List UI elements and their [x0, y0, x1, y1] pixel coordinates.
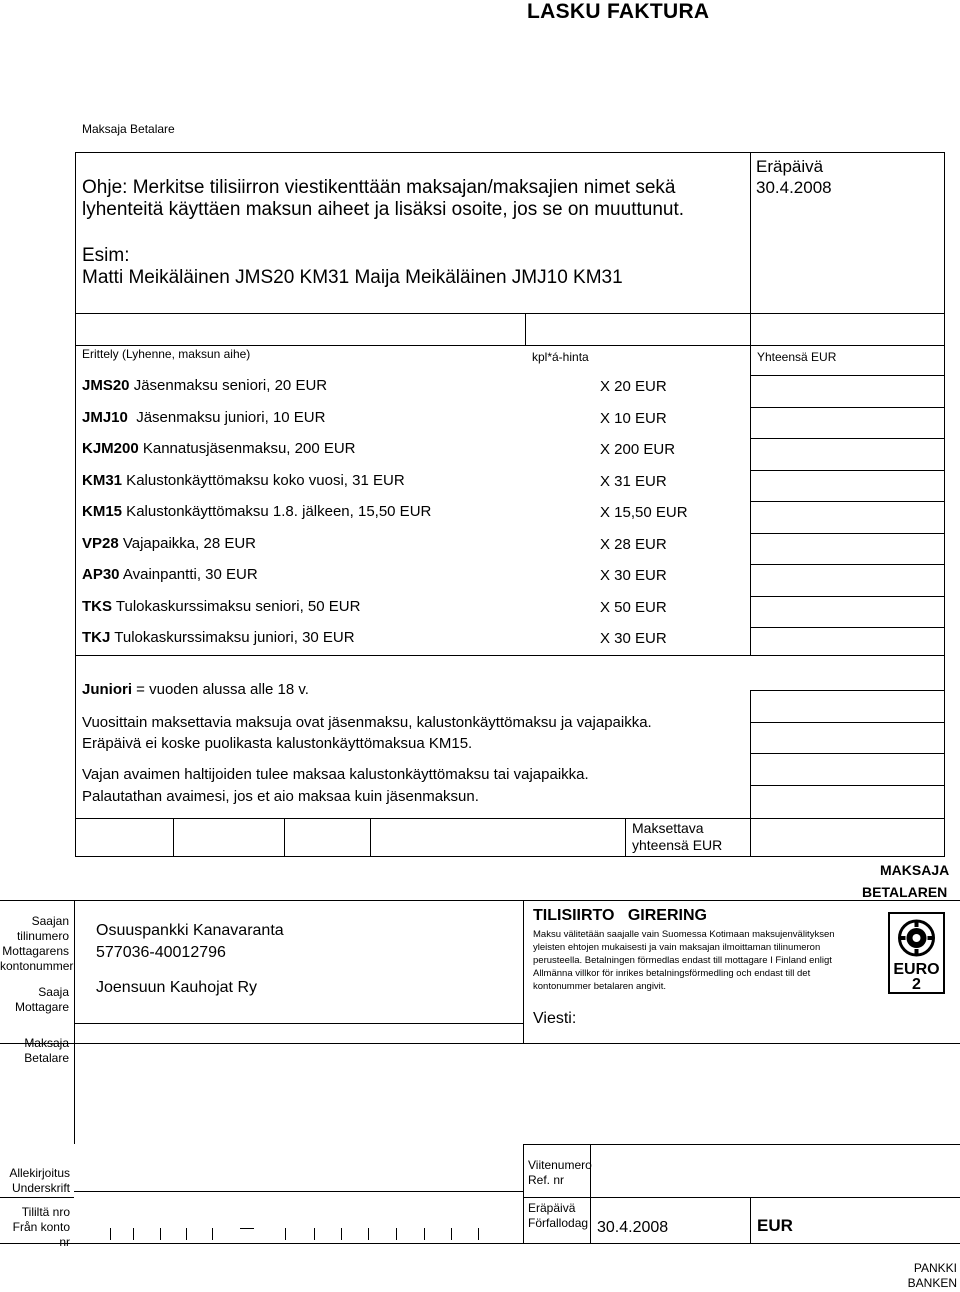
- row-code: JMS20: [82, 377, 130, 394]
- row-code: TKJ: [82, 629, 111, 646]
- row-quantity-price: X 30 EUR: [600, 567, 667, 584]
- slip-due-date: 30.4.2008: [597, 1219, 669, 1236]
- column-header-unit-price: kpl*á-hinta: [532, 350, 589, 364]
- note-1: Vuosittain maksettavia maksuja ovat jäsenmaksu, kalustonkäyttömaksu ja vajapaikka.: [82, 714, 652, 731]
- column-header-specification: Erittely (Lyhenne, maksun aihe): [82, 347, 251, 361]
- payer-slip-label: Maksaja Betalare: [24, 1036, 69, 1065]
- table-row: [82, 377, 327, 394]
- row-quantity-price: X 20 EUR: [600, 378, 667, 395]
- bank-name: Osuuspankki Kanavaranta: [96, 922, 284, 939]
- total-label-2: yhteensä EUR: [632, 837, 723, 853]
- document-title: LASKU FAKTURA: [527, 0, 710, 23]
- row-description: Vajapaikka, 28 EUR: [118, 535, 256, 552]
- row-description: Tulokaskurssimaksu juniori, 30 EUR: [110, 629, 355, 646]
- note-4: Palautathan avaimesi, jos et aio maksaa kuin jäsenmaksun.: [82, 788, 479, 805]
- table-row: [82, 629, 355, 646]
- row-code: AP30: [82, 566, 120, 583]
- row-quantity-price: X 15,50 EUR: [600, 504, 688, 521]
- recipient-account-label: Saajan tilinumero Mottagarens kontonummer: [0, 914, 74, 973]
- row-quantity-price: X 50 EUR: [600, 599, 667, 616]
- table-row: [82, 566, 258, 583]
- instruction-line-2: lyhenteitä käyttäen maksun aiheet ja lisäksi osoite, jos se on muuttunut.: [82, 199, 685, 220]
- row-description: Avainpantti, 30 EUR: [119, 566, 258, 583]
- row-quantity-price: X 30 EUR: [600, 630, 667, 647]
- table-row: [82, 598, 360, 615]
- row-description: Kalustonkäyttömaksu 1.8. jälkeen, 15,50 EUR: [122, 503, 432, 520]
- row-description: Tulokaskurssimaksu seniori, 50 EUR: [112, 598, 361, 615]
- slip-currency: EUR: [757, 1216, 793, 1235]
- account-number: 577036-40012796: [96, 944, 226, 961]
- fine-print: Maksu välitetään saajalle vain Suomessa Kotimaan maksujenvälityksen yleisten ehtojen mukaisesti ja vain maksajan ilmoittaman tilinumeron perusteella. Betalningen förmedlas endast till mottagare I Finland enligt Allmänna villkor för inrikes betalningsförmedling och endast till det kontonummer betalaren angivit.: [533, 929, 835, 992]
- message-label: Viesti:: [533, 1010, 577, 1027]
- table-row: [82, 472, 405, 489]
- instruction-line-1: Ohje: Merkitse tilisiirron viestikenttään maksajan/maksajien nimet sekä: [82, 177, 676, 198]
- row-code: KJM200: [82, 440, 139, 457]
- row-code: KM15: [82, 503, 123, 520]
- row-code: KM31: [82, 472, 123, 489]
- recipient-name: Joensuun Kauhojat Ry: [96, 979, 257, 996]
- example-label: Esim:: [82, 245, 130, 266]
- row-description: Jäsenmaksu seniori, 20 EUR: [129, 377, 328, 394]
- slip-due-label: Eräpäivä Förfallodag: [528, 1201, 589, 1230]
- table-row: [82, 409, 325, 426]
- note-3: Vajan avaimen haltijoiden tulee maksaa kalustonkäyttömaksu tai vajapaikka.: [82, 766, 589, 783]
- bank-emblem-icon: [890, 914, 943, 964]
- due-date-value: 30.4.2008: [756, 178, 832, 197]
- row-description: Kalustonkäyttömaksu koko vuosi, 31 EUR: [122, 472, 405, 489]
- row-code: TKS: [82, 598, 112, 615]
- note-junior: Juniori = vuoden alussa alle 18 v.: [82, 681, 309, 698]
- payer-label: Maksaja Betalare: [82, 122, 175, 136]
- row-quantity-price: X 31 EUR: [600, 473, 667, 490]
- recipient-label: Saaja Mottagare: [14, 985, 69, 1014]
- table-row: [82, 440, 356, 457]
- slip-maksaja: MAKSAJA: [880, 862, 950, 878]
- euro2-logo: EURO 2: [888, 912, 945, 994]
- due-date-label: Eräpäivä: [756, 157, 824, 176]
- table-row: [82, 535, 256, 552]
- table-row: [82, 503, 431, 520]
- row-quantity-price: X 28 EUR: [600, 536, 667, 553]
- row-description: Kannatusjäsenmaksu, 200 EUR: [138, 440, 356, 457]
- row-quantity-price: X 10 EUR: [600, 410, 667, 427]
- from-account-label: Tililtä nro Från konto nr: [12, 1205, 70, 1249]
- example-text: Matti Meikäläinen JMS20 KM31 Maija Meikäläinen JMJ10 KM31: [82, 267, 623, 288]
- row-code: JMJ10: [82, 409, 128, 426]
- row-quantity-price: X 200 EUR: [600, 441, 676, 458]
- row-code: VP28: [82, 535, 119, 552]
- bank-footer: PANKKI BANKEN: [907, 1261, 957, 1290]
- row-description: Jäsenmaksu juniori, 10 EUR: [127, 409, 326, 426]
- tilisiirto-heading: TILISIIRTO GIRERING: [533, 907, 707, 924]
- total-label-1: Maksettava: [632, 820, 704, 836]
- reference-label: Viitenumero Ref. nr: [528, 1158, 592, 1187]
- signature-label: Allekirjoitus Underskrift: [9, 1166, 70, 1195]
- slip-betalaren: BETALAREN: [862, 884, 948, 900]
- column-header-total: Yhteensä EUR: [757, 350, 837, 364]
- note-2: Eräpäivä ei koske puolikasta kalustonkäyttömaksua KM15.: [82, 735, 473, 752]
